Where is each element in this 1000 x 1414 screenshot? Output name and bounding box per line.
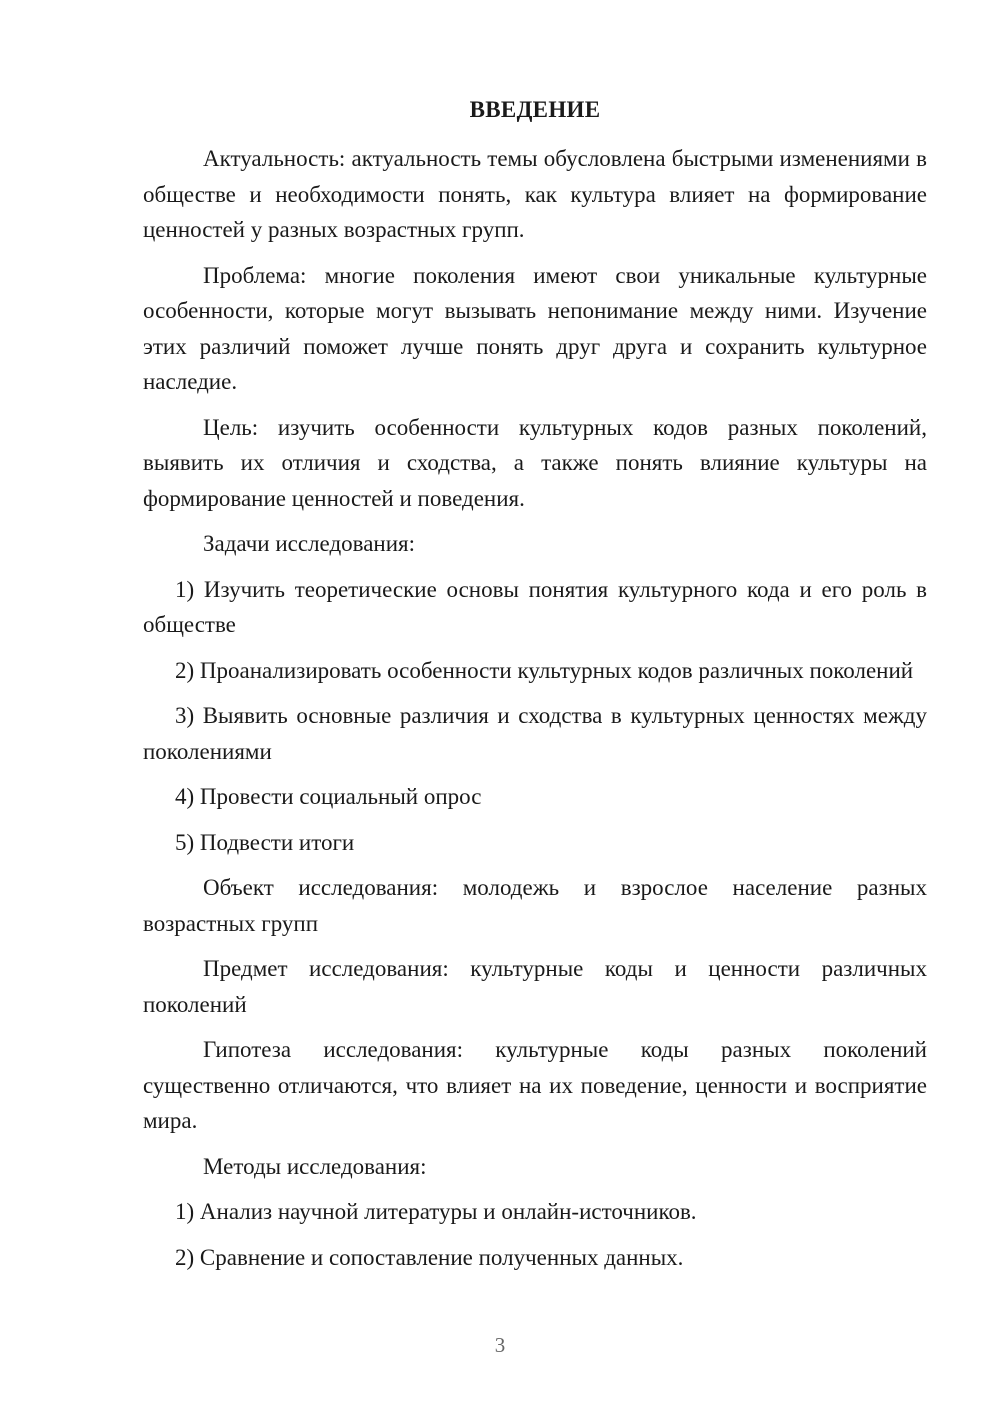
list-item-method-1: 1) Анализ научной литературы и онлайн-источников. xyxy=(175,1199,697,1224)
paragraph-object: Объект исследования: молодежь и взрослое население разных возрастных групп xyxy=(143,875,927,936)
paragraph-hypothesis: Гипотеза исследования: культурные коды разных поколений существенно отличаются, что влияет на их поведение, ценности и восприятие мира. xyxy=(143,1037,927,1133)
page-number: 3 xyxy=(494,1333,506,1357)
paragraph-methods-heading: Методы исследования: xyxy=(203,1153,427,1179)
paragraph-subject: Предмет исследования: культурные коды и ценности различных поколений xyxy=(143,956,927,1017)
list-item-method-2: 2) Сравнение и сопоставление полученных данных. xyxy=(175,1244,684,1270)
paragraph-goal: Цель: изучить особенности культурных кодов разных поколений, выявить их отличия и сходства, а также понять влияние культуры на формирование ценностей и поведения. xyxy=(143,414,927,511)
list-item-task-1: 1) Изучить теоретические основы понятия культурного кода и его роль в обществе xyxy=(143,576,927,637)
paragraph-tasks-heading: Задачи исследования: xyxy=(203,531,416,556)
list-item-task-4: 4) Провести социальный опрос xyxy=(175,784,482,809)
paragraph-relevance: Актуальность: актуальность темы обусловлена быстрыми изменениями в обществе и необходимости понять, как культура влияет на формирование ценностей у разных возрастных групп. xyxy=(143,146,927,242)
page-content xyxy=(143,92,927,1285)
paragraph-problem: Проблема: многие поколения имеют свои уникальные культурные особенности, которые могут вызывать непонимание между ними. Изучение этих различий поможет лучше понять друг друга и сохранить культурное наследие. xyxy=(143,262,927,394)
list-item-task-5: 5) Подвести итоги xyxy=(175,829,355,855)
list-item-task-3: 3) Выявить основные различия и сходства в культурных ценностях между поколениями xyxy=(143,703,927,764)
list-item-task-2: 2) Проанализировать особенности культурных кодов различных поколений xyxy=(175,657,914,683)
page-title: ВВЕДЕНИЕ xyxy=(469,97,601,122)
